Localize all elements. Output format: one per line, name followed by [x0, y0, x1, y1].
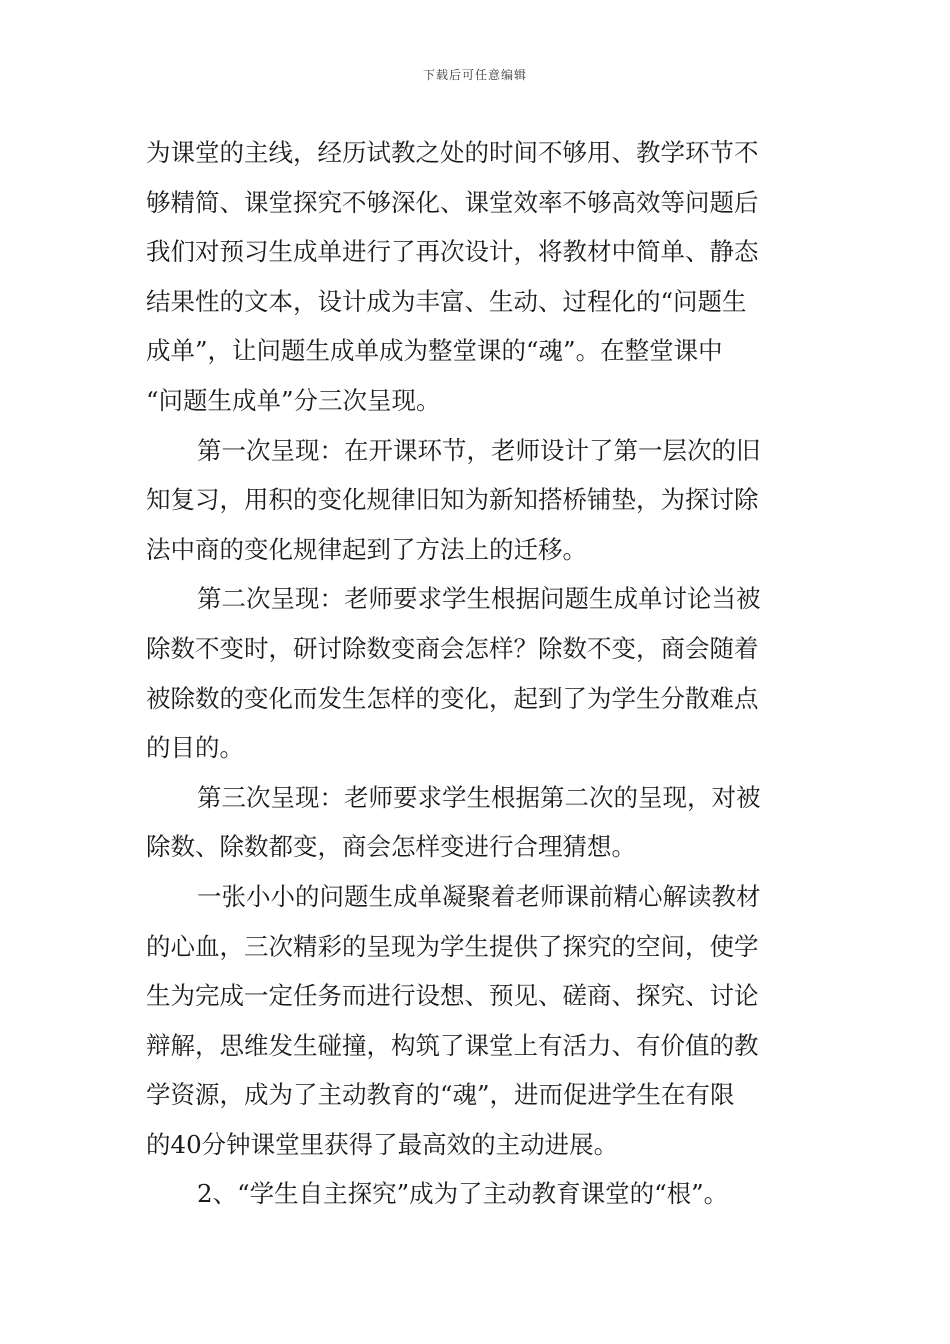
paragraph-first-line: 第二次呈现：老师要求学生根据问题生成单讨论当被 [197, 584, 761, 614]
text-line: “问题生成单”分三次呈现。 [146, 385, 441, 415]
text-line: 成单”，让问题生成单成为整堂课的“魂”。在整堂课中 [146, 336, 723, 366]
text-line: 我们对预习生成单进行了再次设计，将教材中简单、静态 [146, 237, 759, 267]
text-line: 的目的。 [146, 733, 244, 763]
text-line: 被除数的变化而发生怎样的变化，起到了为学生分散难点 [146, 683, 759, 713]
text-line: 除数、除数都变，商会怎样变进行合理猜想。 [146, 832, 636, 862]
section-heading: 2、“学生自主探究”成为了主动教育课堂的“根”。 [197, 1179, 729, 1209]
text-line: 除数不变时，研讨除数变商会怎样？除数不变，商会随着 [146, 633, 759, 663]
text-line: 为课堂的主线，经历试教之处的时间不够用、教学环节不 [146, 138, 759, 167]
text-line: 够精简、课堂探究不够深化、课堂效率不够高效等问题后 [146, 187, 759, 217]
text-line: 辩解，思维发生碰撞，构筑了课堂上有活力、有价值的教 [146, 1030, 759, 1060]
body-text [146, 128, 810, 1219]
text-line: 知复习，用积的变化规律旧知为新知搭桥铺垫，为探讨除 [146, 485, 759, 515]
text-line: 法中商的变化规律起到了方法上的迁移。 [146, 534, 587, 564]
paragraph-first-line: 第一次呈现：在开课环节，老师设计了第一层次的旧 [197, 435, 761, 465]
text-line: 的心血，三次精彩的呈现为学生提供了探究的空间，使学 [146, 931, 759, 961]
header-note: 下载后可任意编辑 [422, 68, 527, 82]
text-line: 生为完成一定任务而进行设想、预见、磋商、探究、讨论 [146, 981, 759, 1011]
text-line: 学资源，成为了主动教育的“魂”，进而促进学生在有限 [146, 1080, 735, 1110]
text-line: 的40分钟课堂里获得了最高效的主动进展。 [146, 1129, 619, 1159]
text-line: 结果性的文本，设计成为丰富、生动、过程化的“问题生 [146, 286, 747, 316]
paragraph-first-line: 一张小小的问题生成单凝聚着老师课前精心解读教材 [197, 881, 761, 911]
paragraph-first-line: 第三次呈现：老师要求学生根据第二次的呈现，对被 [197, 782, 761, 812]
